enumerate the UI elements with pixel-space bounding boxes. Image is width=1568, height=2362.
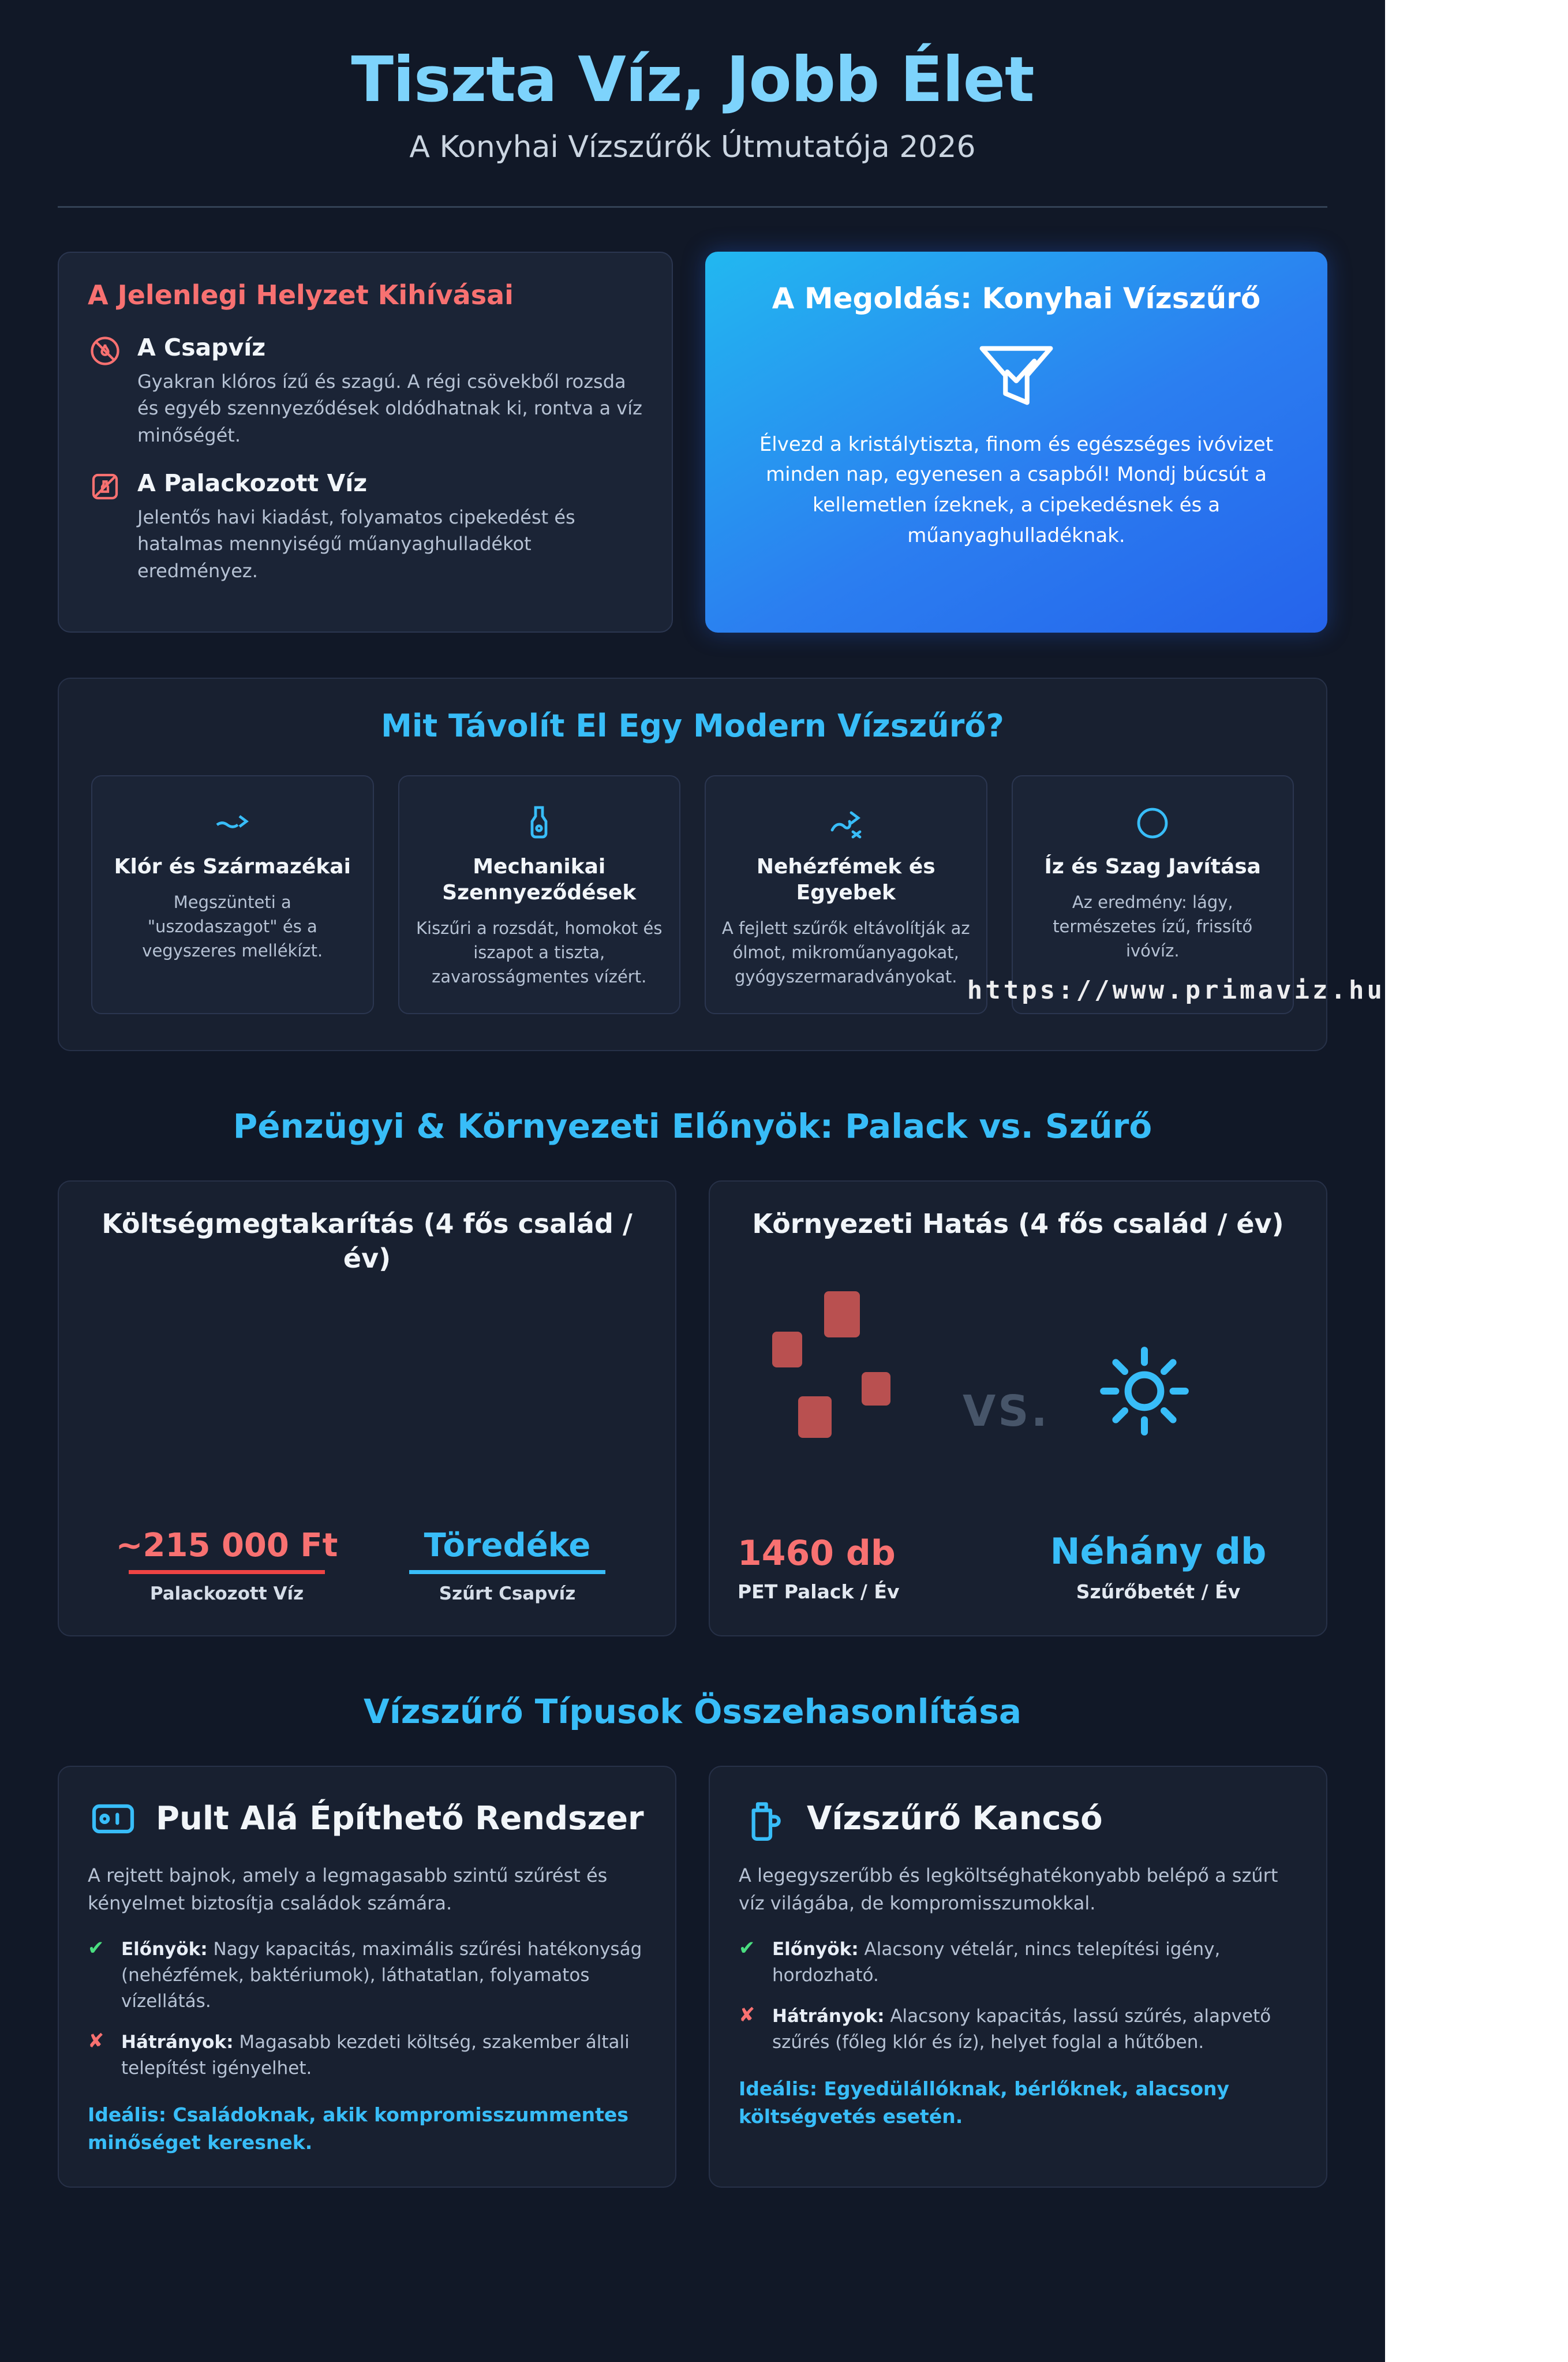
removal-text: Kiszűri a rozsdát, homokot és iszapot a tiszta, zavarosságmentes vízért. <box>416 918 663 987</box>
bottle-shape <box>772 1332 802 1367</box>
pet-count: 1460 db <box>738 1533 896 1574</box>
removal-title: Mit Távolít El Egy Modern Vízszűrő? <box>381 708 1004 745</box>
cost-title: Költségmegtakarítás (4 fős család / év) <box>102 1208 633 1275</box>
cons-label: Hátrányok: <box>772 2006 885 2027</box>
cost-right-caption: Szűrt Csapvíz <box>439 1583 576 1605</box>
benefits-row <box>58 1180 1327 1636</box>
problem-heading: A Csapvíz <box>137 333 266 361</box>
pet-caption: PET Palack / Év <box>738 1580 900 1604</box>
under-sink-icon <box>88 1793 139 1844</box>
cartridge-count: Néhány db <box>1050 1530 1267 1573</box>
chlorine-icon <box>107 798 358 848</box>
cons-row <box>88 2030 646 2081</box>
filter-check-icon <box>973 339 1060 409</box>
problem-text: Jelentős havi kiadást, folyamatos cipekedést és hatalmas mennyiségű műanyaghulladékot eredményez. <box>137 506 575 582</box>
type-description: A legegyszerűbb és legköltséghatékonyabb belépő a szűrt víz világába, de kompromisszumokkal. <box>739 1864 1278 1915</box>
problems-card <box>58 252 673 633</box>
type-description: A rejtett bajnok, amely a legmagasabb szintű szűrést és kényelmet biztosítja családok számára. <box>88 1864 608 1915</box>
bottle-shape <box>824 1291 860 1337</box>
environment-card <box>709 1180 1327 1636</box>
solution-text: Élvezd a kristálytiszta, finom és egészséges ivóvizet minden nap, egyenesen a csapból! Mondj búcsút a kellemetlen ízeknek, a cipekedésnek és a műanyaghulladéknak. <box>759 432 1274 547</box>
check-icon: ✔ <box>88 1937 104 1960</box>
cost-left-bar <box>129 1570 325 1574</box>
cartridge-caption: Szűrőbetét / Év <box>1076 1580 1241 1604</box>
problem-item <box>88 469 643 584</box>
cost-card <box>58 1180 676 1636</box>
pros-row <box>739 1937 1297 1989</box>
types-headline: Vízszűrő Típusok Összehasonlítása <box>364 1692 1021 1732</box>
cons-label: Hátrányok: <box>121 2032 234 2053</box>
removal-heading: Íz és Szag Javítása <box>1044 855 1261 879</box>
removal-card <box>91 775 374 1014</box>
types-row <box>58 1766 1327 2187</box>
type-card-under-sink <box>58 1766 676 2187</box>
cost-right-bar <box>409 1570 605 1574</box>
cons-value: Alacsony kapacitás, lassú szűrés, alapvető szűrés (főleg klór és íz), helyet foglal a hűtőben. <box>772 2006 1271 2053</box>
type-heading: Pult Alá Építhető Rendszer <box>156 1800 644 1838</box>
removal-card <box>705 775 987 1014</box>
cons-text <box>121 2030 646 2081</box>
type-heading: Vízszűrő Kancsó <box>807 1800 1103 1838</box>
no-bottle-icon <box>88 469 122 504</box>
check-icon: ✔ <box>739 1937 755 1960</box>
environment-title: Környezeti Hatás (4 fős család / év) <box>752 1208 1284 1240</box>
divider <box>58 206 1327 208</box>
solution-title: A Megoldás: Konyhai Vízszűrő <box>772 281 1261 315</box>
removal-heading: Nehézfémek és Egyebek <box>756 855 935 905</box>
sediment-icon <box>414 798 665 848</box>
problem-heading: A Palackozott Víz <box>137 469 368 497</box>
pros-row <box>88 1937 646 2015</box>
environment-visual <box>738 1274 1298 1493</box>
pros-text <box>772 1937 1297 1989</box>
problem-item <box>88 334 643 449</box>
cost-left-value: ~215 000 Ft <box>115 1527 338 1565</box>
bottle-shape <box>798 1396 832 1438</box>
pros-value: Alacsony vételár, nincs telepítési igény, hordozható. <box>772 1939 1221 1986</box>
pros-value: Nagy kapacitás, maximális szűrési hatékonyság (nehézfémek, baktériumok), láthatatlan, folyamatos vízellátás. <box>121 1939 642 2012</box>
page-subtitle: A Konyhai Vízszűrők Útmutatója 2026 <box>409 129 976 165</box>
cost-right <box>367 1527 648 1604</box>
problems-title: A Jelenlegi Helyzet Kihívásai <box>88 279 514 311</box>
problem-solution-row <box>58 252 1327 633</box>
removal-heading: Klór és Származékai <box>114 855 351 879</box>
removal-heading: Mechanikai Szennyeződések <box>442 855 637 905</box>
no-tap-water-icon <box>88 334 122 368</box>
removal-card <box>398 775 681 1014</box>
pros-label: Előnyök: <box>121 1939 208 1960</box>
page-title: Tiszta Víz, Jobb Élet <box>351 44 1034 116</box>
removal-text: Az eredmény: lágy, természetes ízű, frissítő ivóvíz. <box>1053 892 1253 961</box>
environment-right <box>1018 1530 1298 1603</box>
removal-text: A fejlett szűrők eltávolítják az ólmot, mikroműanyagokat, gyógyszermaradványokat. <box>721 918 970 987</box>
cons-row <box>739 2004 1297 2055</box>
type-card-pitcher <box>709 1766 1327 2187</box>
removal-text: Megszünteti a "uszodaszagot" és a vegyszeres mellékízt. <box>142 892 323 961</box>
pitcher-icon <box>739 1793 789 1844</box>
cross-icon: ✘ <box>88 2030 104 2053</box>
versus-label: VS. <box>963 1386 1050 1437</box>
bottle-shape <box>862 1372 890 1406</box>
cons-value: Magasabb kezdeti költség, szakember általi telepítést igényelhet. <box>121 2032 630 2079</box>
benefits-headline: Pénzügyi & Környezeti Előnyök: Palack vs. Szűrő <box>233 1107 1152 1146</box>
cons-text <box>772 2004 1297 2055</box>
hero-section <box>0 0 1385 165</box>
problem-text: Gyakran klóros ízű és szagú. A régi csövekből rozsda és egyéb szennyeződések oldódhatnak ki, rontva a víz minőségét. <box>137 370 642 446</box>
type-ideal: Ideális: Egyedülállóknak, bérlőknek, alacsony költségvetés esetén. <box>739 2077 1230 2128</box>
pros-text <box>121 1937 646 2015</box>
environment-left <box>738 1533 1018 1603</box>
cost-right-value: Töredéke <box>424 1527 591 1565</box>
solution-card <box>705 252 1327 633</box>
pros-label: Előnyök: <box>772 1939 859 1960</box>
sun-icon <box>1095 1342 1193 1442</box>
type-ideal: Ideális: Családoknak, akik kompromisszummentes minőséget keresnek. <box>88 2103 628 2154</box>
heavy-metals-icon <box>721 798 971 848</box>
cost-left-caption: Palackozott Víz <box>149 1583 304 1605</box>
cross-icon: ✘ <box>739 2004 755 2027</box>
site-watermark: https://www.primaviz.hu <box>967 976 1385 1005</box>
cost-left <box>87 1527 367 1604</box>
taste-circle-icon <box>1028 798 1278 848</box>
